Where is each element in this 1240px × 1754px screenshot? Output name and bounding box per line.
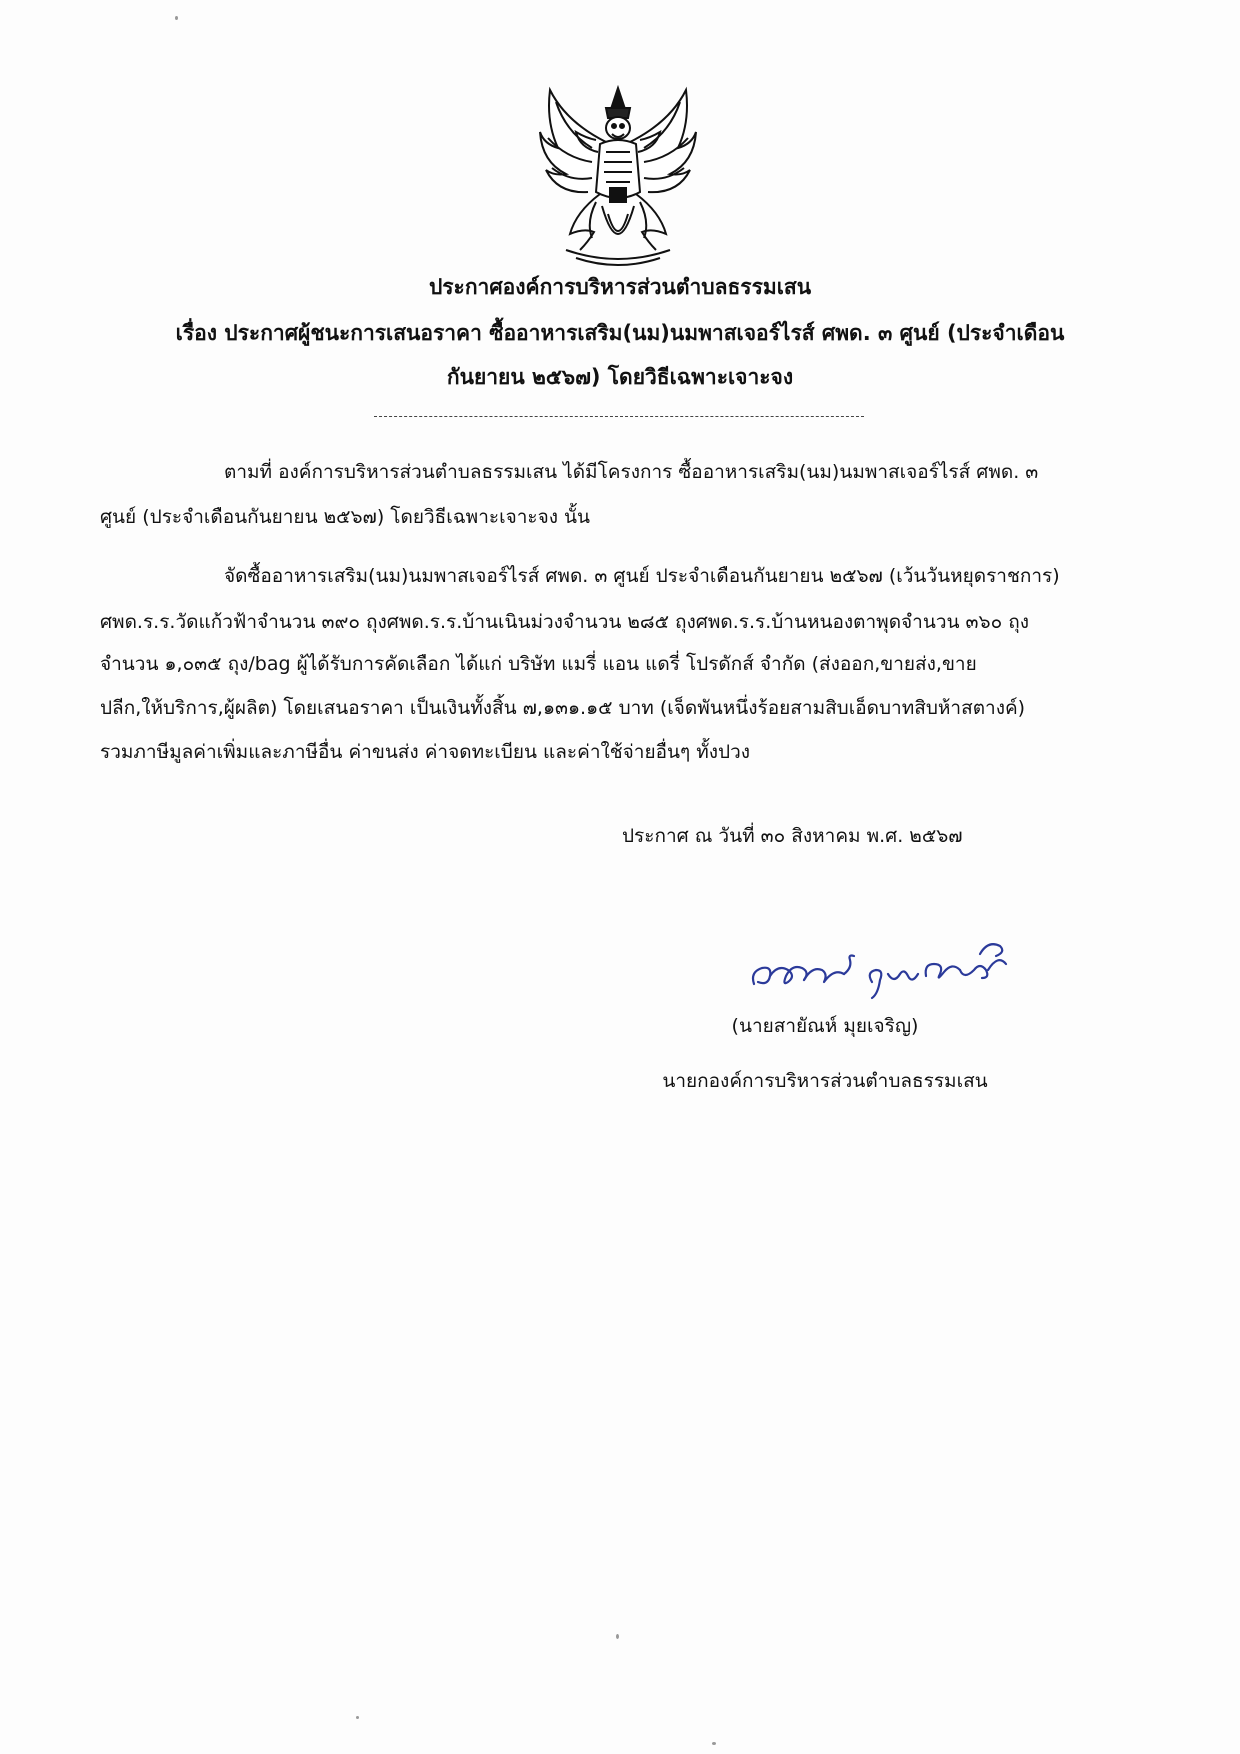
paragraph-1-line-1: ตามที่ องค์การบริหารส่วนตำบลธรรมเสน ได้มีโครงการ ซื้ออาหารเสริม(นม)นมพาสเจอร์ไรส์ ศพด. ๓ bbox=[224, 461, 1039, 483]
paragraph-2-line-4: ปลีก,ให้บริการ,ผู้ผลิต) โดยเสนอราคา เป็นเงินทั้งสิ้น ๗,๑๓๑.๑๕ บาท (เจ็ดพันหนึ่งร้อยสามสิบเอ็ดบาทสิบห้าสตางค์) bbox=[100, 697, 1026, 719]
document-title: ประกาศองค์การบริหารส่วนตำบลธรรมเสน bbox=[428, 275, 812, 299]
signer-position: นายกองค์การบริหารส่วนตำบลธรรมเสน bbox=[662, 1070, 988, 1092]
paragraph-2-line-1: จัดซื้ออาหารเสริม(นม)นมพาสเจอร์ไรส์ ศพด. ๓ ศูนย์ ประจำเดือนกันยายน ๒๕๖๗ (เว้นวันหยุดราชการ) bbox=[224, 565, 1060, 587]
handwritten-signature bbox=[748, 924, 1018, 1004]
garuda-emblem-icon bbox=[536, 82, 701, 267]
announcement-date: ประกาศ ณ วันที่ ๓๐ สิงหาคม พ.ศ. ๒๕๖๗ bbox=[622, 825, 963, 847]
paragraph-2-line-3: จำนวน ๑,๐๓๕ ถุง/bag ผู้ได้รับการคัดเลือก ได้แก่ บริษัท แมรี่ แอน แดรี่ โปรดักส์ จำกัด (ส่งออก,ขายส่ง,ขาย bbox=[100, 653, 977, 675]
subject-line-2: กันยายน ๒๕๖๗) โดยวิธีเฉพาะเจาะจง bbox=[446, 365, 794, 389]
paragraph-2-line-2: ศพด.ร.ร.วัดแก้วฟ้าจำนวน ๓๙๐ ถุงศพด.ร.ร.บ้านเนินม่วงจำนวน ๒๘๕ ถุงศพด.ร.ร.บ้านหนองตาพุดจำนวน ๓๖๐ ถุง bbox=[100, 611, 1029, 633]
scan-speck bbox=[175, 16, 178, 20]
scan-speck bbox=[356, 1716, 359, 1719]
subject-line-1: เรื่อง ประกาศผู้ชนะการเสนอราคา ซื้ออาหารเสริม(นม)นมพาสเจอร์ไรส์ ศพด. ๓ ศูนย์ (ประจำเดือน bbox=[175, 321, 1065, 345]
paragraph-1-line-2: ศูนย์ (ประจำเดือนกันยายน ๒๕๖๗) โดยวิธีเฉพาะเจาะจง นั้น bbox=[100, 506, 591, 528]
scan-speck bbox=[616, 1634, 619, 1639]
signer-name: (นายสายัณห์ มุยเจริญ) bbox=[731, 1015, 919, 1037]
dashed-divider bbox=[374, 416, 864, 417]
scan-speck bbox=[712, 1742, 716, 1745]
paragraph-2-line-5: รวมภาษีมูลค่าเพิ่มและภาษีอื่น ค่าขนส่ง ค่าจดทะเบียน และค่าใช้จ่ายอื่นๆ ทั้งปวง bbox=[100, 741, 751, 763]
